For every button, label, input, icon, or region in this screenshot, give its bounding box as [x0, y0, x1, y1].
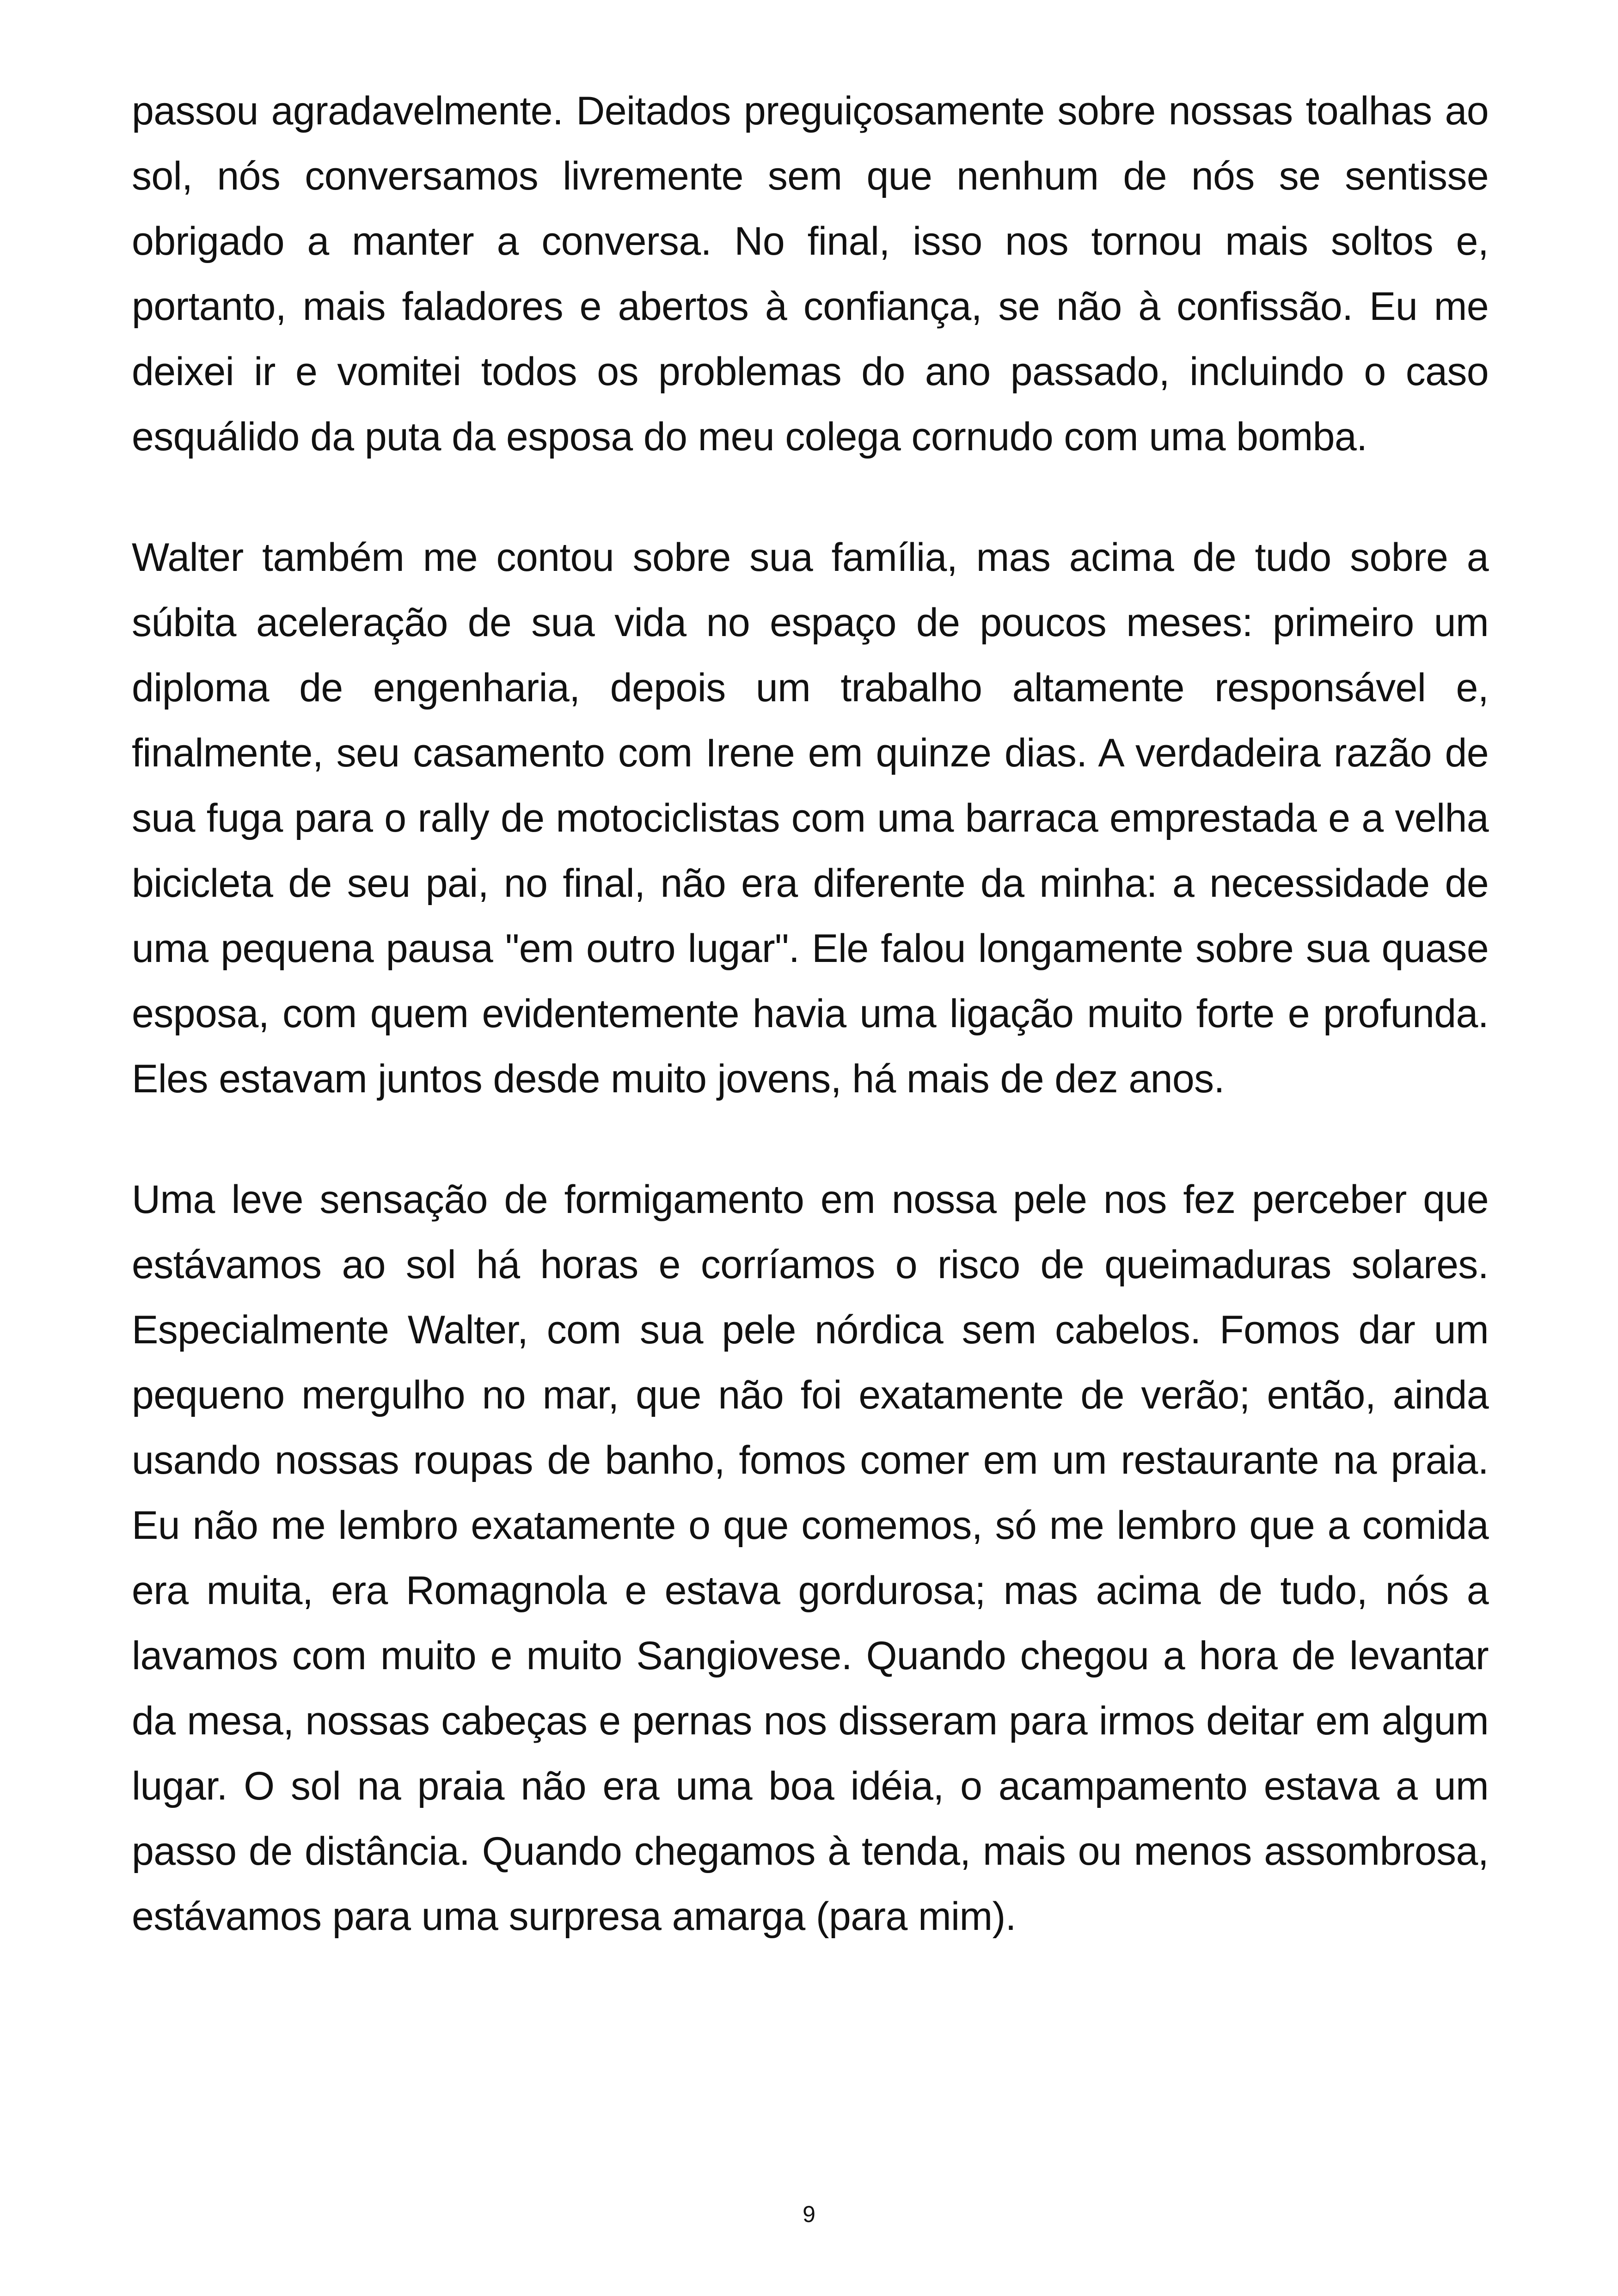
paragraph-2: Walter também me contou sobre sua família, mas acima de tudo sobre a súbita aceleração de sua vida no espaço de poucos meses: primeiro um diploma de engenharia, depois um trabalho altamente responsável e, finalmente, seu casamento com Irene em quinze dias. A verdadeira razão de sua fuga para o rally de motociclistas com uma barraca emprestada e a velha bicicleta de seu pai, no final, não era diferente da minha: a necessidade de uma pequena pausa "em outro lugar". Ele falou longamente sobre sua quase esposa, com quem evidentemente havia uma ligação muito forte e profunda. Eles estavam juntos desde muito jovens, há mais de dez anos. [132, 535, 1489, 1101]
page-body [132, 79, 1489, 2005]
paragraph-3: Uma leve sensação de formigamento em nossa pele nos fez perceber que estávamos ao sol há horas e corríamos o risco de queimaduras solares. Especialmente Walter, com sua pele nórdica sem cabelos. Fomos dar um pequeno mergulho no mar, que não foi exatamente de verão; então, ainda usando nossas roupas de banho, fomos comer em um restaurante na praia. Eu não me lembro exatamente o que comemos, só me lembro que a comida era muita, era Romagnola e estava gordurosa; mas acima de tudo, nós a lavamos com muito e muito Sangiovese. Quando chegou a hora de levantar da mesa, nossas cabeças e pernas nos disseram para irmos deitar em algum lugar. O sol na praia não era uma boa idéia, o acampamento estava a um passo de distância. Quando chegamos à tenda, mais ou menos assombrosa, estávamos para uma surpresa amarga (para mim). [132, 1177, 1489, 1939]
paragraph-1: passou agradavelmente. Deitados preguiçosamente sobre nossas toalhas ao sol, nós conversamos livremente sem que nenhum de nós se sentisse obrigado a manter a conversa. No final, isso nos tornou mais soltos e, portanto, mais faladores e abertos à confiança, se não à confissão. Eu me deixei ir e vomitei todos os problemas do ano passado, incluindo o caso esquálido da puta da esposa do meu colega cornudo com uma bomba. [132, 89, 1489, 459]
page-number: 9 [803, 2201, 815, 2227]
